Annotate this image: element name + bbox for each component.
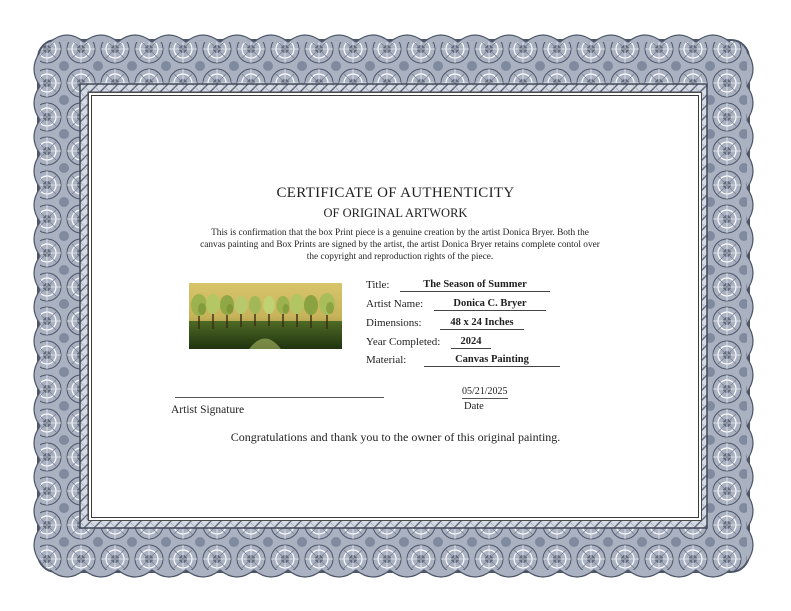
- artist-label: Artist Name:: [366, 298, 424, 310]
- material-value: Canvas Painting: [424, 354, 560, 367]
- date-value: 05/21/2025: [462, 386, 508, 397]
- artwork-image: [189, 283, 342, 349]
- date-label: Date: [464, 401, 484, 412]
- confirmation-line: This is confirmation that the box Print piece is a genuine creation by the artist Donica Bryer. Both the: [211, 228, 589, 238]
- confirmation-text: [160, 227, 640, 263]
- material-label: Material:: [366, 354, 407, 366]
- signature-line: [175, 397, 384, 398]
- certificate-subtitle: OF ORIGINAL ARTWORK: [323, 206, 468, 220]
- certificate-title: CERTIFICATE OF AUTHENTICITY: [276, 185, 515, 201]
- title-row: [366, 279, 527, 291]
- year-row: [366, 336, 482, 348]
- artist-value: Donica C. Bryer: [434, 298, 546, 311]
- confirmation-line: canvas painting and Box Prints are signed by the artist, the artist Donica Bryer retains complete contol over: [200, 240, 600, 250]
- closing-message: Congratulations and thank you to the owner of this original painting.: [230, 430, 561, 444]
- artist-row: [366, 298, 527, 310]
- year-value: 2024: [451, 336, 491, 349]
- material-row: [366, 354, 529, 366]
- artist-signature-label: Artist Signature: [171, 404, 245, 416]
- title-label: Title:: [366, 279, 390, 291]
- dimensions-label: Dimensions:: [366, 317, 422, 329]
- dimensions-value: 48 x 24 Inches: [440, 317, 524, 330]
- year-label: Year Completed:: [366, 336, 441, 348]
- dimensions-row: [366, 317, 514, 329]
- title-value: The Season of Summer: [400, 279, 550, 292]
- confirmation-line: the copyright and reproduction rights of the piece.: [306, 252, 494, 262]
